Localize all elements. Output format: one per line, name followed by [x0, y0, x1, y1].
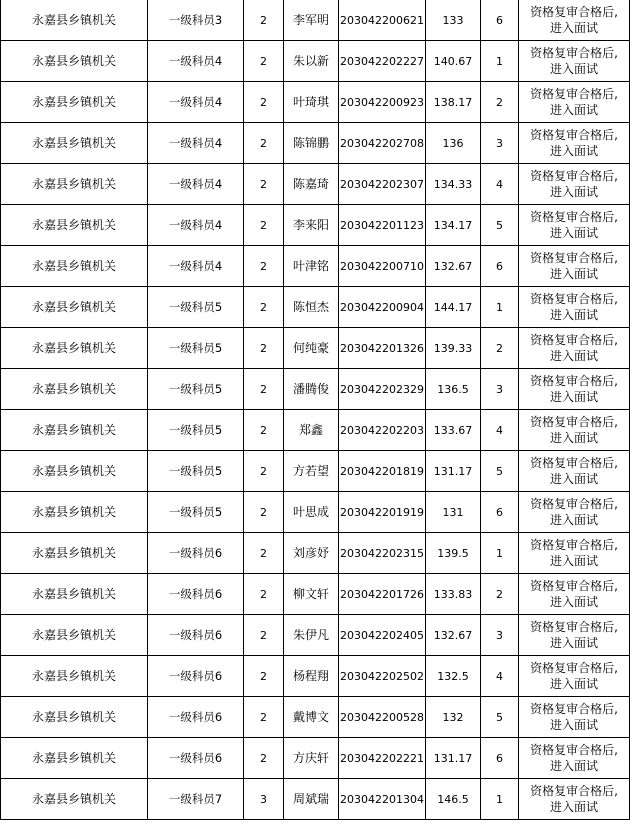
rank-cell: 5: [481, 697, 519, 738]
exam-id-cell: 203042200528: [339, 697, 426, 738]
remark-cell: [519, 697, 630, 738]
remark-line: 资格复审合格后,: [530, 169, 618, 183]
remark-cell: [519, 164, 630, 205]
remark-line: 资格复审合格后,: [530, 292, 618, 306]
remark-line: 资格复审合格后,: [530, 128, 618, 142]
table-row: [1, 615, 630, 656]
remark-line: 进入面试: [549, 226, 598, 240]
position-cell: 一级科员5: [148, 492, 244, 533]
remark-line: 进入面试: [549, 595, 598, 609]
remark-line: 进入面试: [549, 390, 598, 404]
remark-line: 资格复审合格后,: [530, 702, 618, 716]
quota-cell: 2: [244, 697, 284, 738]
score-cell: 138.17: [426, 82, 481, 123]
position-cell: 一级科员4: [148, 82, 244, 123]
quota-cell: 2: [244, 410, 284, 451]
unit-cell: 永嘉县乡镇机关: [1, 574, 148, 615]
position-cell: 一级科员5: [148, 287, 244, 328]
unit-cell: 永嘉县乡镇机关: [1, 615, 148, 656]
remark-line: 资格复审合格后,: [530, 456, 618, 470]
position-cell: 一级科员5: [148, 451, 244, 492]
quota-cell: 2: [244, 369, 284, 410]
unit-cell: 永嘉县乡镇机关: [1, 287, 148, 328]
remark-cell: [519, 205, 630, 246]
position-cell: 一级科员6: [148, 697, 244, 738]
rank-cell: 6: [481, 246, 519, 287]
table-row: [1, 533, 630, 574]
remark-line: 资格复审合格后,: [530, 333, 618, 347]
quota-cell: 2: [244, 451, 284, 492]
remark-line: 资格复审合格后,: [530, 620, 618, 634]
exam-id-cell: 203042202708: [339, 123, 426, 164]
position-cell: 一级科员4: [148, 41, 244, 82]
table-row: [1, 656, 630, 697]
unit-cell: 永嘉县乡镇机关: [1, 779, 148, 820]
unit-cell: 永嘉县乡镇机关: [1, 164, 148, 205]
candidate-name-cell: 朱以新: [284, 41, 339, 82]
unit-cell: 永嘉县乡镇机关: [1, 492, 148, 533]
unit-cell: 永嘉县乡镇机关: [1, 656, 148, 697]
quota-cell: 2: [244, 574, 284, 615]
position-cell: 一级科员5: [148, 328, 244, 369]
rank-cell: 5: [481, 205, 519, 246]
score-cell: 146.5: [426, 779, 481, 820]
score-cell: 133: [426, 0, 481, 41]
exam-id-cell: 203042200710: [339, 246, 426, 287]
table-row: [1, 328, 630, 369]
score-cell: 132: [426, 697, 481, 738]
remark-line: 进入面试: [549, 62, 598, 76]
remark-line: 资格复审合格后,: [530, 538, 618, 552]
quota-cell: 2: [244, 0, 284, 41]
candidate-name-cell: 杨程翔: [284, 656, 339, 697]
candidate-name-cell: 叶津铭: [284, 246, 339, 287]
remark-line: 进入面试: [549, 677, 598, 691]
candidate-name-cell: 周斌瑞: [284, 779, 339, 820]
table-row: [1, 492, 630, 533]
results-table-body: [1, 0, 630, 820]
score-cell: 136.5: [426, 369, 481, 410]
rank-cell: 5: [481, 451, 519, 492]
table-row: [1, 738, 630, 779]
unit-cell: 永嘉县乡镇机关: [1, 205, 148, 246]
candidate-name-cell: 潘腾俊: [284, 369, 339, 410]
table-row: [1, 123, 630, 164]
candidate-name-cell: 陈嘉琦: [284, 164, 339, 205]
exam-id-cell: 203042201919: [339, 492, 426, 533]
score-cell: 136: [426, 123, 481, 164]
score-cell: 134.33: [426, 164, 481, 205]
score-cell: 139.5: [426, 533, 481, 574]
remark-cell: [519, 41, 630, 82]
candidate-name-cell: 朱伊凡: [284, 615, 339, 656]
remark-line: 进入面试: [549, 800, 598, 814]
remark-line: 进入面试: [549, 431, 598, 445]
score-cell: 134.17: [426, 205, 481, 246]
remark-cell: [519, 779, 630, 820]
exam-id-cell: 203042202329: [339, 369, 426, 410]
quota-cell: 3: [244, 779, 284, 820]
table-row: [1, 369, 630, 410]
exam-id-cell: 203042202315: [339, 533, 426, 574]
exam-id-cell: 203042202227: [339, 41, 426, 82]
quota-cell: 2: [244, 164, 284, 205]
position-cell: 一级科员4: [148, 164, 244, 205]
remark-cell: [519, 369, 630, 410]
table-row: [1, 82, 630, 123]
table-row: [1, 410, 630, 451]
exam-id-cell: 203042202405: [339, 615, 426, 656]
remark-line: 进入面试: [549, 759, 598, 773]
position-cell: 一级科员4: [148, 123, 244, 164]
position-cell: 一级科员5: [148, 369, 244, 410]
table-row: [1, 779, 630, 820]
rank-cell: 2: [481, 328, 519, 369]
remark-cell: [519, 328, 630, 369]
candidate-name-cell: 郑鑫: [284, 410, 339, 451]
score-cell: 132.67: [426, 615, 481, 656]
remark-line: 进入面试: [549, 513, 598, 527]
candidate-name-cell: 陈恒杰: [284, 287, 339, 328]
rank-cell: 3: [481, 369, 519, 410]
unit-cell: 永嘉县乡镇机关: [1, 82, 148, 123]
score-cell: 139.33: [426, 328, 481, 369]
score-cell: 144.17: [426, 287, 481, 328]
rank-cell: 4: [481, 410, 519, 451]
candidate-name-cell: 方若望: [284, 451, 339, 492]
remark-cell: [519, 82, 630, 123]
unit-cell: 永嘉县乡镇机关: [1, 0, 148, 41]
rank-cell: 2: [481, 574, 519, 615]
score-cell: 133.67: [426, 410, 481, 451]
remark-line: 资格复审合格后,: [530, 210, 618, 224]
position-cell: 一级科员5: [148, 410, 244, 451]
remark-line: 资格复审合格后,: [530, 374, 618, 388]
remark-line: 进入面试: [549, 144, 598, 158]
remark-cell: [519, 451, 630, 492]
unit-cell: 永嘉县乡镇机关: [1, 738, 148, 779]
unit-cell: 永嘉县乡镇机关: [1, 123, 148, 164]
rank-cell: 4: [481, 164, 519, 205]
table-row: [1, 451, 630, 492]
quota-cell: 2: [244, 492, 284, 533]
remark-line: 进入面试: [549, 21, 598, 35]
position-cell: 一级科员4: [148, 246, 244, 287]
exam-id-cell: 203042201326: [339, 328, 426, 369]
remark-cell: [519, 738, 630, 779]
exam-id-cell: 203042200923: [339, 82, 426, 123]
exam-id-cell: 203042201304: [339, 779, 426, 820]
remark-line: 资格复审合格后,: [530, 87, 618, 101]
table-row: [1, 246, 630, 287]
remark-cell: [519, 533, 630, 574]
unit-cell: 永嘉县乡镇机关: [1, 246, 148, 287]
remark-cell: [519, 574, 630, 615]
score-cell: 131.17: [426, 451, 481, 492]
remark-line: 进入面试: [549, 103, 598, 117]
unit-cell: 永嘉县乡镇机关: [1, 533, 148, 574]
unit-cell: 永嘉县乡镇机关: [1, 451, 148, 492]
exam-id-cell: 203042201726: [339, 574, 426, 615]
table-row: [1, 574, 630, 615]
score-cell: 132.67: [426, 246, 481, 287]
exam-id-cell: 203042202221: [339, 738, 426, 779]
score-cell: 133.83: [426, 574, 481, 615]
rank-cell: 6: [481, 738, 519, 779]
remark-cell: [519, 615, 630, 656]
exam-id-cell: 203042200621: [339, 0, 426, 41]
exam-id-cell: 203042202307: [339, 164, 426, 205]
position-cell: 一级科员6: [148, 615, 244, 656]
rank-cell: 1: [481, 41, 519, 82]
remark-line: 进入面试: [549, 472, 598, 486]
rank-cell: 6: [481, 0, 519, 41]
position-cell: 一级科员6: [148, 738, 244, 779]
quota-cell: 2: [244, 656, 284, 697]
quota-cell: 2: [244, 738, 284, 779]
position-cell: 一级科员3: [148, 0, 244, 41]
table-row: [1, 287, 630, 328]
rank-cell: 3: [481, 123, 519, 164]
remark-line: 进入面试: [549, 308, 598, 322]
quota-cell: 2: [244, 328, 284, 369]
remark-cell: [519, 287, 630, 328]
remark-line: 资格复审合格后,: [530, 251, 618, 265]
remark-line: 资格复审合格后,: [530, 784, 618, 798]
remark-line: 进入面试: [549, 267, 598, 281]
quota-cell: 2: [244, 205, 284, 246]
table-row: [1, 0, 630, 41]
remark-cell: [519, 0, 630, 41]
candidate-name-cell: 方庆轩: [284, 738, 339, 779]
quota-cell: 2: [244, 615, 284, 656]
rank-cell: 3: [481, 615, 519, 656]
table-row: [1, 41, 630, 82]
remark-line: 资格复审合格后,: [530, 5, 618, 19]
remark-line: 资格复审合格后,: [530, 415, 618, 429]
remark-line: 资格复审合格后,: [530, 497, 618, 511]
exam-id-cell: 203042200904: [339, 287, 426, 328]
remark-line: 进入面试: [549, 554, 598, 568]
remark-line: 进入面试: [549, 718, 598, 732]
candidate-name-cell: 叶思成: [284, 492, 339, 533]
rank-cell: 6: [481, 492, 519, 533]
remark-cell: [519, 123, 630, 164]
remark-cell: [519, 656, 630, 697]
remark-line: 进入面试: [549, 349, 598, 363]
remark-line: 资格复审合格后,: [530, 579, 618, 593]
candidate-name-cell: 戴博文: [284, 697, 339, 738]
quota-cell: 2: [244, 82, 284, 123]
remark-cell: [519, 410, 630, 451]
rank-cell: 1: [481, 533, 519, 574]
remark-line: 资格复审合格后,: [530, 661, 618, 675]
candidate-name-cell: 刘彦妤: [284, 533, 339, 574]
remark-cell: [519, 492, 630, 533]
candidate-name-cell: 陈锦鹏: [284, 123, 339, 164]
rank-cell: 4: [481, 656, 519, 697]
rank-cell: 2: [481, 82, 519, 123]
quota-cell: 2: [244, 287, 284, 328]
remark-line: 进入面试: [549, 636, 598, 650]
position-cell: 一级科员4: [148, 205, 244, 246]
exam-id-cell: 203042201819: [339, 451, 426, 492]
position-cell: 一级科员6: [148, 533, 244, 574]
score-cell: 131.17: [426, 738, 481, 779]
exam-id-cell: 203042202203: [339, 410, 426, 451]
quota-cell: 2: [244, 246, 284, 287]
rank-cell: 1: [481, 287, 519, 328]
rank-cell: 1: [481, 779, 519, 820]
score-cell: 132.5: [426, 656, 481, 697]
table-row: [1, 697, 630, 738]
candidate-name-cell: 叶琦琪: [284, 82, 339, 123]
position-cell: 一级科员6: [148, 574, 244, 615]
candidate-name-cell: 李来阳: [284, 205, 339, 246]
position-cell: 一级科员6: [148, 656, 244, 697]
remark-line: 资格复审合格后,: [530, 46, 618, 60]
unit-cell: 永嘉县乡镇机关: [1, 369, 148, 410]
score-cell: 131: [426, 492, 481, 533]
unit-cell: 永嘉县乡镇机关: [1, 41, 148, 82]
table-row: [1, 164, 630, 205]
exam-id-cell: 203042201123: [339, 205, 426, 246]
score-cell: 140.67: [426, 41, 481, 82]
candidate-name-cell: 何纯豪: [284, 328, 339, 369]
candidate-name-cell: 李军明: [284, 0, 339, 41]
unit-cell: 永嘉县乡镇机关: [1, 410, 148, 451]
quota-cell: 2: [244, 41, 284, 82]
remark-line: 资格复审合格后,: [530, 743, 618, 757]
unit-cell: 永嘉县乡镇机关: [1, 697, 148, 738]
quota-cell: 2: [244, 123, 284, 164]
position-cell: 一级科员7: [148, 779, 244, 820]
candidate-name-cell: 柳文轩: [284, 574, 339, 615]
unit-cell: 永嘉县乡镇机关: [1, 328, 148, 369]
remark-line: 进入面试: [549, 185, 598, 199]
remark-cell: [519, 246, 630, 287]
exam-id-cell: 203042202502: [339, 656, 426, 697]
table-row: [1, 205, 630, 246]
quota-cell: 2: [244, 533, 284, 574]
